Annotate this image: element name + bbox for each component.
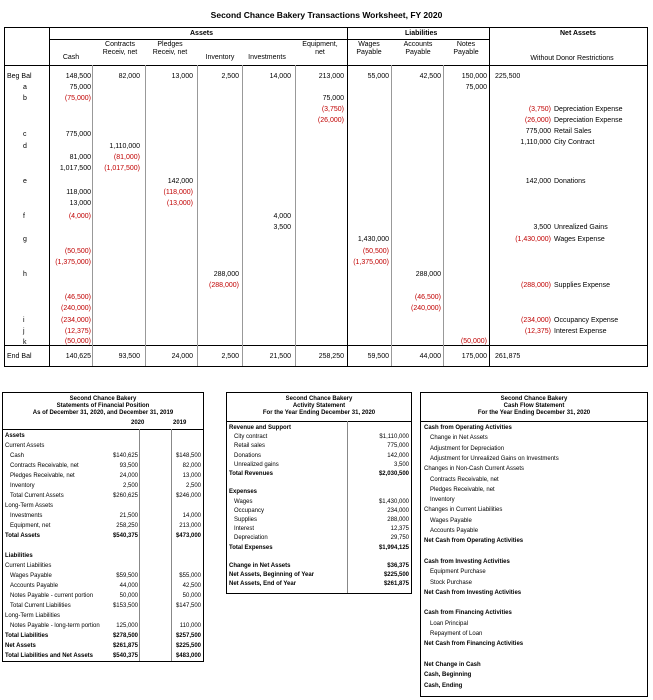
end-pledges: 24,000: [171, 353, 193, 360]
sfp-line-2019: 13,000: [182, 473, 201, 479]
end-net-assets: 261,875: [495, 353, 521, 360]
row-label-e: e: [23, 178, 27, 185]
hx-cash-1: (46,500): [64, 294, 91, 301]
sfp-line-label: Cash: [10, 453, 25, 459]
cf-title-1: Second Chance Bakery: [500, 396, 568, 402]
assets-group-header: Assets: [190, 30, 213, 37]
i-net-desc: Occupancy Expense: [554, 317, 619, 324]
f-net-desc: Unrealized Gains: [554, 224, 608, 231]
sfp-line-label: Liabilities: [5, 553, 33, 559]
cf-line-label: Stock Purchase: [430, 579, 473, 586]
act-line-value: 775,000: [387, 443, 409, 450]
col-wages-header-2: Payable: [356, 49, 382, 56]
f-investments-2: 3,500: [273, 224, 291, 231]
j-net-desc: Interest Expense: [554, 328, 607, 335]
act-line-label: Net Assets, End of Year: [229, 581, 297, 588]
g-net-desc: Wages Expense: [554, 236, 605, 243]
g-wages: 1,430,000: [357, 236, 389, 243]
end-investments: 21,500: [269, 353, 291, 360]
sfp-line-2020: $540,375: [112, 653, 138, 659]
act-line-label: Total Revenues: [229, 471, 273, 477]
row-label-k: k: [23, 339, 27, 346]
sfp-line-label: Long-Term Assets: [5, 503, 54, 509]
cf-title-2: Cash Flow Statement: [503, 403, 565, 409]
sfp-line-2019: $148,500: [175, 453, 201, 459]
sfp-line-label: Total Liabilities: [5, 633, 49, 639]
sfp-line-label: Notes Payable - long-term portion: [10, 623, 100, 629]
col-pledges-header-1: Pledges: [157, 41, 183, 48]
h-inventory-2: (288,000): [209, 282, 239, 289]
act-line-value: 234,000: [387, 507, 409, 514]
act-line-value: $225,500: [383, 572, 409, 579]
sfp-line-label: Total Current Liabilities: [10, 603, 71, 609]
sfp-line-label: Contracts Receivable, net: [10, 463, 79, 469]
row-label-c: c: [23, 131, 27, 138]
sfp-line-2020: $153,500: [112, 603, 138, 609]
act-line-label: Expenses: [229, 489, 258, 496]
sfp-line-2020: 125,000: [116, 623, 138, 629]
sfp-year-2020: 2020: [131, 420, 145, 426]
g-net: (1,430,000): [515, 236, 551, 243]
cf-line-label: Pledges Receivable, net: [430, 486, 495, 493]
sfp-line-2020: 21,500: [119, 513, 138, 519]
col-notes-header-2: Payable: [453, 49, 479, 56]
col-pledges-header-2: Receiv, net: [152, 49, 188, 56]
act-line-label: Depreciation: [234, 535, 268, 542]
act-line-label: Total Expenses: [229, 544, 273, 551]
f-net: 3,500: [533, 224, 551, 231]
cf-title-3: For the Year Ending December 31, 2020: [477, 410, 591, 416]
act-line-value: $1,994,125: [378, 544, 409, 551]
act-line-value: 12,375: [390, 526, 409, 533]
end-accounts: 44,000: [419, 353, 441, 360]
cf-line-label: Changes in Current Liabilities: [424, 507, 503, 514]
hx-accounts-1: (46,500): [414, 294, 441, 301]
transactions-worksheet: [4, 27, 648, 367]
sfp-line-2020: 93,500: [119, 463, 138, 469]
d-contracts-3: (1,017,500): [104, 165, 140, 172]
beg-wages: 55,000: [367, 73, 389, 80]
cf-line-label: Repayment of Loan: [430, 631, 483, 637]
cf-line-label: Inventory: [430, 497, 455, 504]
b-equipment-2: (3,750): [321, 106, 344, 113]
sfp-line-label: Total Assets: [5, 533, 41, 539]
cf-line-label: Change in Net Assets: [430, 435, 488, 442]
act-line-label: Net Assets, Beginning of Year: [229, 572, 315, 579]
sfp-line-2019: $257,500: [175, 633, 201, 639]
cf-line-label: Contracts Receivable, net: [430, 476, 499, 483]
col-wages-header-1: Wages: [358, 41, 380, 48]
h-accounts: 288,000: [415, 271, 441, 278]
row-label-beg: Beg Bal: [7, 73, 32, 80]
sfp-line-label: Current Liabilities: [5, 563, 52, 569]
c-net-desc: Retail Sales: [554, 128, 592, 135]
sfp-line-label: Assets: [5, 433, 25, 439]
sfp-line-label: Long-Term Liabilities: [5, 613, 61, 619]
act-line-value: $261,875: [383, 581, 409, 588]
sfp-line-2019: $473,000: [175, 533, 201, 539]
end-notes: 175,000: [461, 353, 487, 360]
cf-line-label: Net Cash from Investing Activities: [424, 589, 522, 596]
row-label-d: d: [23, 143, 27, 150]
d-net-desc: City Contract: [554, 139, 595, 146]
d-net: 1,110,000: [520, 139, 551, 146]
end-equipment: 258,250: [318, 353, 344, 360]
beg-pledges: 13,000: [171, 73, 193, 80]
financial-position-statement: [2, 392, 204, 662]
sfp-line-2020: $540,375: [112, 533, 138, 539]
g-wages-2: (50,500): [362, 248, 389, 255]
sfp-line-label: Notes Payable - current portion: [10, 593, 94, 599]
col-investments-header: Investments: [248, 54, 286, 61]
net-assets-group-header: Net Assets: [560, 30, 596, 37]
sfp-line-2019: 2,500: [185, 483, 201, 489]
act-line-label: Retail sales: [234, 443, 266, 450]
d-contracts-2: (81,000): [113, 154, 140, 161]
worksheet-title: Second Chance Bakery Transactions Worksheet, FY 2020: [210, 10, 443, 20]
e-pledges: 142,000: [167, 178, 193, 185]
act-line-value: 142,000: [387, 452, 409, 459]
sfp-line-2019: 50,000: [182, 593, 201, 599]
col-accounts-header-2: Payable: [405, 49, 431, 56]
beg-notes: 150,000: [461, 73, 487, 80]
b-cash: (75,000): [64, 95, 91, 102]
act-line-value: 29,750: [390, 535, 409, 542]
end-inventory: 2,500: [221, 353, 239, 360]
act-line-value: $36,375: [387, 563, 409, 569]
b-equipment-1: 75,000: [322, 95, 344, 102]
col-equipment-header-2: net: [315, 49, 325, 56]
sfp-line-label: Current Assets: [5, 443, 45, 449]
sfp-line-label: Investments: [10, 513, 43, 519]
h-net: (288,000): [521, 282, 551, 289]
col-net-assets-header: Without Donor Restrictions: [530, 55, 614, 62]
cf-line-label: Cash from Financing Activities: [424, 610, 512, 617]
h-net-desc: Supplies Expense: [554, 282, 611, 289]
col-accounts-header-1: Accounts: [403, 41, 433, 48]
sfp-line-2020: $260,625: [112, 493, 138, 499]
col-equipment-header-1: Equipment,: [302, 41, 338, 48]
d-cash-2: 81,000: [69, 154, 91, 161]
e-pledges-3: (13,000): [166, 200, 193, 207]
row-label-j: j: [23, 328, 25, 335]
act-line-value: $1,430,000: [378, 498, 409, 505]
row-label-g: g: [23, 236, 27, 243]
sfp-line-2020: 258,250: [116, 523, 138, 529]
b-net-2-desc: Depreciation Expense: [554, 117, 623, 124]
k-notes: (50,000): [460, 338, 487, 345]
cf-line-label: Cash from Investing Activities: [424, 558, 510, 565]
col-contracts-header-2: Receiv, net: [102, 49, 138, 56]
end-contracts: 93,500: [118, 353, 140, 360]
cf-line-label: Loan Principal: [430, 620, 469, 627]
activity-statement: [226, 392, 412, 594]
b-net-1: (3,750): [528, 106, 551, 113]
sfp-line-2019: 82,000: [182, 463, 201, 469]
beg-inventory: 2,500: [221, 73, 239, 80]
sfp-line-2020: $278,500: [112, 633, 138, 639]
e-cash-3: 13,000: [69, 200, 91, 207]
cf-line-label: Changes in Non-Cash Current Assets: [424, 466, 525, 473]
e-net-desc: Donations: [554, 178, 586, 185]
sfp-line-2020: 24,000: [119, 473, 138, 479]
sfp-line-label: Total Liabilities and Net Assets: [5, 653, 94, 659]
beg-investments: 14,000: [269, 73, 291, 80]
act-line-value: $1,110,000: [379, 434, 409, 441]
g-cash-3: (1,375,000): [55, 259, 91, 266]
j-net: (12,375): [524, 328, 551, 335]
act-title-2: Activity Statement: [292, 403, 346, 409]
e-pledges-2: (118,000): [163, 189, 193, 196]
act-line-label: Donations: [234, 452, 262, 459]
sfp-year-2019: 2019: [173, 420, 187, 426]
cf-line-label: Cash, Ending: [424, 682, 463, 689]
sfp-line-2020: 50,000: [119, 593, 138, 599]
i-cash: (234,000): [61, 317, 91, 324]
col-inventory-header: Inventory: [205, 54, 235, 61]
hx-accounts-2: (240,000): [411, 305, 441, 312]
beg-accounts: 42,500: [419, 73, 441, 80]
i-net: (234,000): [521, 317, 551, 324]
row-label-f: f: [23, 213, 25, 220]
act-line-value: 3,500: [393, 461, 409, 468]
row-label-i: i: [23, 317, 25, 324]
row-label-end: End Bal: [7, 353, 32, 360]
beg-net-assets: 225,500: [495, 73, 521, 80]
d-contracts: 1,110,000: [109, 143, 140, 150]
cf-line-label: Equipment Purchase: [430, 569, 486, 576]
sfp-title-2: Statements of Financial Position: [56, 403, 150, 409]
cash-flow-statement: [420, 392, 648, 697]
sfp-line-label: Pledges Receivable, net: [10, 473, 75, 479]
d-cash-3: 1,017,500: [59, 165, 91, 172]
cf-line-label: Net Change in Cash: [424, 661, 481, 668]
c-net: 775,000: [525, 128, 551, 135]
cf-line-label: Adjustment for Unrealized Gains on Investments: [430, 455, 559, 462]
sfp-line-label: Inventory: [10, 483, 35, 489]
cf-line-label: Cash from Operating Activities: [424, 425, 512, 431]
sfp-line-2020: $140,625: [112, 453, 138, 459]
act-line-value: 288,000: [387, 517, 409, 523]
sfp-line-2019: $246,000: [175, 493, 201, 499]
act-line-label: Change in Net Assets: [229, 563, 291, 569]
cf-line-label: Net Cash from Financing Activities: [424, 641, 524, 648]
act-title-3: For the Year Ending December 31, 2020: [262, 410, 376, 416]
hx-cash-2: (240,000): [61, 305, 91, 312]
act-line-label: Occupancy: [234, 507, 265, 514]
sfp-line-2019: 14,000: [182, 513, 201, 519]
col-cash-header: Cash: [62, 54, 80, 61]
act-title-1: Second Chance Bakery: [285, 396, 353, 402]
liabilities-group-header: Liabilities: [405, 30, 438, 37]
act-line-value: $2,030,500: [378, 471, 409, 477]
b-net-2: (26,000): [524, 117, 551, 124]
sfp-line-label: Equipment, net: [10, 523, 51, 529]
b-equipment-3: (26,000): [317, 117, 344, 124]
sfp-line-2020: 2,500: [122, 483, 138, 489]
col-contracts-header-1: Contracts: [105, 41, 135, 48]
sfp-line-label: Total Current Assets: [10, 493, 64, 499]
b-net-1-desc: Depreciation Expense: [554, 106, 623, 113]
beg-contracts: 82,000: [118, 73, 140, 80]
e-cash-2: 118,000: [66, 189, 91, 196]
end-wages: 59,500: [367, 353, 389, 360]
act-line-label: Supplies: [234, 517, 258, 523]
a-notes: 75,000: [465, 84, 487, 91]
sfp-line-2019: $225,500: [175, 643, 201, 649]
sfp-line-2019: 213,000: [179, 523, 201, 529]
cf-line-label: Adjustment for Depreciation: [430, 445, 505, 452]
sfp-line-label: Accounts Payable: [10, 583, 59, 589]
g-cash-2: (50,500): [64, 248, 91, 255]
sfp-line-label: Net Assets: [5, 643, 36, 649]
sfp-line-2020: $59,500: [116, 573, 138, 579]
act-line-label: Interest: [234, 526, 255, 533]
sfp-line-2019: $483,000: [175, 653, 201, 659]
sfp-line-2020: 44,000: [119, 583, 138, 589]
k-cash: (50,000): [64, 338, 91, 345]
sfp-title-3: As of December 31, 2020, and December 31, 2019: [32, 410, 174, 416]
beg-cash: 148,500: [65, 73, 91, 80]
col-notes-header-1: Notes: [456, 41, 476, 48]
h-inventory: 288,000: [213, 271, 239, 278]
g-wages-3: (1,375,000): [353, 259, 389, 266]
cf-line-label: Accounts Payable: [430, 528, 479, 534]
sfp-line-2019: 110,000: [179, 623, 201, 629]
sfp-line-2019: $55,000: [179, 573, 201, 579]
j-cash: (12,375): [64, 328, 91, 335]
act-line-label: City contract: [234, 434, 268, 441]
cf-line-label: Wages Payable: [430, 517, 472, 524]
act-line-label: Wages: [234, 498, 253, 505]
e-net: 142,000: [525, 178, 551, 185]
a-cash: 75,000: [69, 84, 91, 91]
cf-line-label: Cash, Beginning: [424, 672, 472, 679]
row-label-h: h: [23, 271, 27, 278]
f-investments: 4,000: [273, 213, 291, 220]
act-line-label: Revenue and Support: [229, 425, 292, 431]
act-line-label: Unrealized gains: [234, 461, 279, 468]
sfp-line-2020: $261,875: [112, 643, 138, 649]
beg-equipment: 213,000: [318, 73, 344, 80]
row-label-b: b: [23, 95, 27, 102]
cf-line-label: Net Cash from Operating Activities: [424, 538, 524, 545]
c-cash: 775,000: [65, 131, 91, 138]
row-label-a: a: [23, 84, 27, 91]
sfp-title-1: Second Chance Bakery: [69, 396, 137, 402]
f-cash: (4,000): [68, 213, 91, 220]
sfp-line-2019: 42,500: [182, 583, 201, 589]
sfp-line-2019: $147,500: [175, 603, 201, 609]
sfp-line-label: Wages Payable: [10, 573, 52, 579]
end-cash: 140,625: [65, 353, 91, 360]
